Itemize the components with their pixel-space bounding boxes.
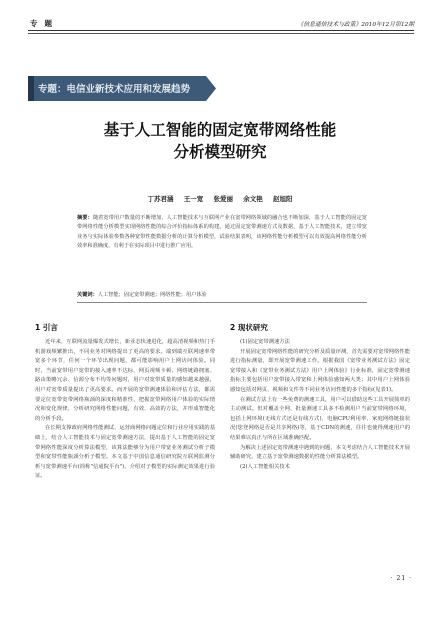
abstract-divider <box>77 302 367 303</box>
section-2-paragraph-2: 在测试方法上有一些免费的测速工具，用户可以借助这些工具开展简单的主动测试。但对覆盖全网、批量测速工具多不检测用户当前宽带网络环境，包括上网环境(无线方式还是有线方式)、电脑CPU利用率、家庭网络链接状况(您登网络是否是共享网络)等，基于CDN的测速，往往也使得测速用户的结果难以真正与所在区域准确匹配。 <box>230 396 410 441</box>
abstract <box>77 214 367 251</box>
author-list: 丁苏君涵 王一宽 张爱丽 余文艳 赵旭阳 <box>147 195 293 203</box>
abstract-text: 随着宽带用户数量的不断增加，人工智能技术与互联网产业在宽带网络领域的融合也不断加深，基于人工智能的固定宽带网络性能分析模型实现网络性能的综合评价指标体系的构建。通过固定宽带测速方式及数据，基于人工智能技术，建立带宽业务与实际体验参数各种宽带性能数据分析的计算分析模型，试验结果表明，该网络性能分析模型可以有效提高网络性能分析效率和准确度，有利于在实际项目中进行推广应用。 <box>77 215 367 249</box>
keywords-label: 关键词： <box>77 292 98 298</box>
keywords-text: 人工智能；固定宽带测速；网络性能；用户体验 <box>97 292 207 298</box>
section-1-paragraph-2: 在长期支撑政府网络性能测试、运营商网络问题定位和行业应用实践的基础上，结合人工智能技术与固定宽带测速方法，提出基于人工智能的固定宽带网络性能深度分析算法模型，该算法能够分为用户带宽业务测试分析子模型和宽带性能瓶颈分析子模型。本文基于中国信息通信研究院互联网监测分析与宽带测速平台(简称"信通院平台")，介绍对子模型的实际测定效果进行验证。 <box>35 425 215 480</box>
section-2-subheading-1: (1)固定宽带测速方法 <box>240 339 290 345</box>
running-header-journal: 《信息通信技术与政策》2010年12月第12期 <box>297 22 414 28</box>
section-2-subheading-2: (2)人工智能相关技术 <box>240 463 290 470</box>
keywords <box>77 291 367 298</box>
section-1-heading: 1 引言 <box>35 323 58 332</box>
section-2-paragraph-1: 开展固定宽带网络性能的研究分析及质量评测，首先需要对宽带网络性能进行指标测量，即开展宽带测速工作。根据我国《宽带业务测试方法》固定宽带接入和《宽带业务测试方法》用户上网体验》行业标准，固定宽带测速指标主要包括用户宽带接入带宽和上网体验感知两大类；其中用户上网体验感知包括对网页、视频和文件等不同业务访问性能的多个指标(见表1)。 <box>230 348 410 393</box>
topic-banner-text: 专题：电信业新技术应用和发展趋势 <box>38 84 191 95</box>
header-rule <box>28 30 414 31</box>
topic-banner <box>28 76 216 101</box>
left-column <box>35 338 215 482</box>
right-column <box>230 338 410 472</box>
paper-title-line2: 分析模型研究 <box>173 143 267 161</box>
section-1-paragraph-1: 近年来，互联网流量爆发式增长，新业态快速进化，超高清视频和热门手机游戏频繁推出，不同业务对网络提出了更高的要求。端到端互联网速率带宽多个环节，任何一个环节出现问题，都可能影响用户上网访问体验。同时，当前宽带用户宽带的接入速率不达标、网页视频卡顿、网络链路拥塞、路由策略冗余、信源分布不均等问题时，用户对宽带质量的感知越来越强，用户对宽带质量提出了更高要求。而开展的宽带测速体验和评估方法，都需要定位宽带宽带网络瓶颈的深度和精准性，把握宽带网络用户体验的实际情况和变化规律，分析研究网络性能问题，有效、高效的方法，并形成智能化的分析手段。 <box>35 339 215 422</box>
running-header-column: 专题 <box>30 19 59 28</box>
section-2-paragraph-3: 为解决上述固定宽带测速中遇到的问题，本文考虑结合人工智能技术开展辅助研究，建立基于宽带测速数据的性能分析算法模型。 <box>230 444 410 461</box>
abstract-label: 摘要： <box>77 215 93 221</box>
header-rule-thin <box>28 33 414 34</box>
paper-title-line1: 基于人工智能的固定宽带网络性能 <box>103 121 337 139</box>
page-number: · 21 · <box>390 575 412 582</box>
section-2-heading: 2 现状研究 <box>230 323 268 332</box>
